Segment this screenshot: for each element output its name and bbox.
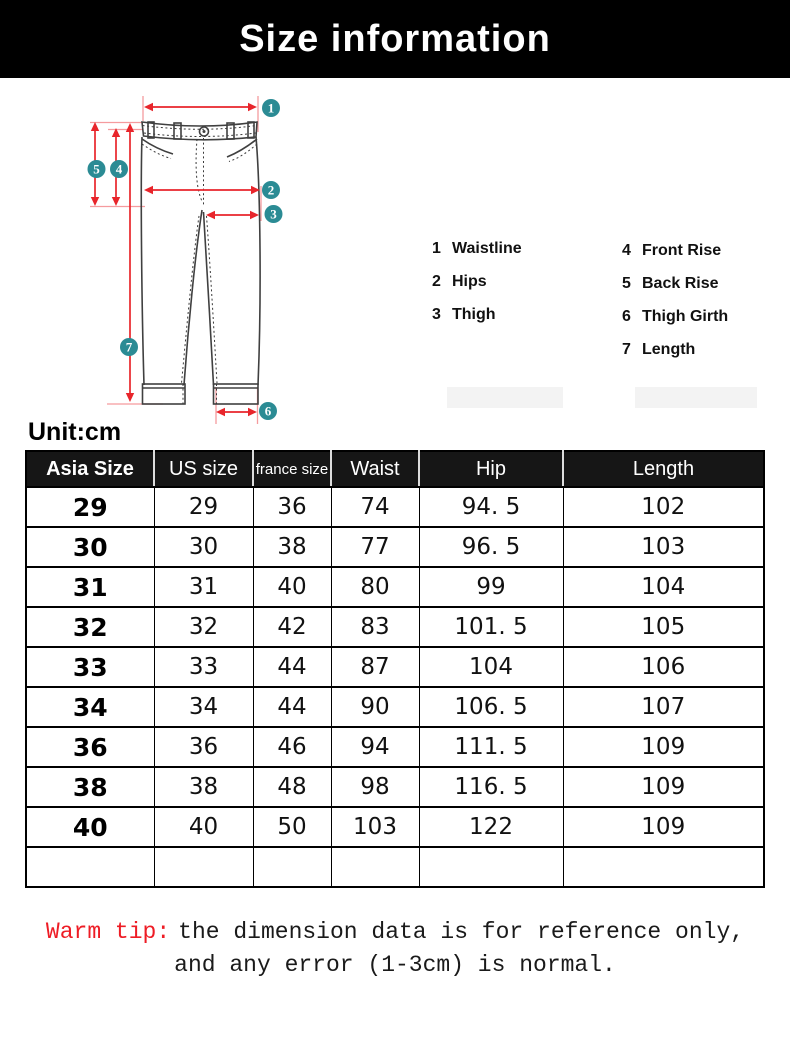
cell-hip: 94. 5 xyxy=(419,487,563,527)
legend-item xyxy=(622,275,728,294)
cell-hip: 111. 5 xyxy=(419,727,563,767)
badge-3 xyxy=(265,205,283,223)
warm-tip-line-1 xyxy=(0,916,790,949)
warm-tip xyxy=(0,916,790,982)
svg-text:5: 5 xyxy=(93,161,100,177)
cell-waist: 74 xyxy=(331,487,419,527)
legend-item-number: 5 xyxy=(622,275,631,292)
table-row xyxy=(26,687,764,727)
cell-waist: 87 xyxy=(331,647,419,687)
arrow-length xyxy=(126,123,134,402)
cell-asia-size: 32 xyxy=(26,607,154,647)
cell-hip: 101. 5 xyxy=(419,607,563,647)
col-header-hip: Hip xyxy=(419,451,563,487)
legend-item-label: Back Rise xyxy=(642,275,719,292)
legend-item-label: Waistline xyxy=(452,240,522,257)
faint-watermark-box xyxy=(447,387,563,408)
table-row xyxy=(26,487,764,527)
size-table-header-row xyxy=(26,451,764,487)
svg-text:6: 6 xyxy=(264,403,272,419)
table-row xyxy=(26,847,764,887)
cell-length: 105 xyxy=(563,607,764,647)
cell-france-size: 50 xyxy=(253,807,331,847)
col-header-length: Length xyxy=(563,451,764,487)
badge-7 xyxy=(120,338,138,356)
table-row xyxy=(26,567,764,607)
page-title: Size information xyxy=(239,17,551,60)
table-row xyxy=(26,527,764,567)
col-header-asia-size: Asia Size xyxy=(26,451,154,487)
table-row xyxy=(26,807,764,847)
legend-item-number: 7 xyxy=(622,341,631,358)
cell-waist: 80 xyxy=(331,567,419,607)
cell-france-size xyxy=(253,847,331,887)
cell-us-size xyxy=(154,847,253,887)
cell-length: 107 xyxy=(563,687,764,727)
cell-length: 109 xyxy=(563,727,764,767)
svg-text:2: 2 xyxy=(267,182,275,198)
cell-us-size: 40 xyxy=(154,807,253,847)
cell-length xyxy=(563,847,764,887)
table-row xyxy=(26,767,764,807)
table-row xyxy=(26,647,764,687)
cell-waist: 98 xyxy=(331,767,419,807)
legend-item xyxy=(432,240,522,259)
legend-item-number: 1 xyxy=(432,240,441,257)
legend-item xyxy=(622,242,728,261)
cell-france-size: 42 xyxy=(253,607,331,647)
legend-item-label: Hips xyxy=(452,273,487,290)
cell-waist: 77 xyxy=(331,527,419,567)
cell-length: 103 xyxy=(563,527,764,567)
cell-us-size: 30 xyxy=(154,527,253,567)
cell-hip: 99 xyxy=(419,567,563,607)
cell-length: 104 xyxy=(563,567,764,607)
unit-label: Unit:cm xyxy=(28,418,122,446)
cell-asia-size: 29 xyxy=(26,487,154,527)
arrow-hips xyxy=(144,186,260,194)
pants-outline-icon xyxy=(141,122,260,404)
legend-item-number: 6 xyxy=(622,308,631,325)
badge-5 xyxy=(88,160,106,178)
badge-4 xyxy=(110,160,128,178)
cell-us-size: 29 xyxy=(154,487,253,527)
cell-france-size: 44 xyxy=(253,687,331,727)
faint-watermark-box xyxy=(635,387,757,408)
cell-france-size: 40 xyxy=(253,567,331,607)
legend-column-2 xyxy=(622,242,728,374)
cell-hip: 96. 5 xyxy=(419,527,563,567)
legend-column-1 xyxy=(432,240,522,339)
cell-asia-size: 33 xyxy=(26,647,154,687)
legend-item xyxy=(622,341,728,360)
cell-us-size: 36 xyxy=(154,727,253,767)
cell-length: 102 xyxy=(563,487,764,527)
legend-item-label: Thigh Girth xyxy=(642,308,729,325)
cell-waist: 94 xyxy=(331,727,419,767)
cell-asia-size: 40 xyxy=(26,807,154,847)
cell-france-size: 44 xyxy=(253,647,331,687)
cell-asia-size: 34 xyxy=(26,687,154,727)
cell-france-size: 36 xyxy=(253,487,331,527)
cell-asia-size: 31 xyxy=(26,567,154,607)
svg-text:3: 3 xyxy=(270,206,277,222)
legend-item xyxy=(622,308,728,327)
cell-length: 109 xyxy=(563,807,764,847)
warm-tip-text-1: the dimension data is for reference only, xyxy=(178,919,745,945)
legend-item-number: 4 xyxy=(622,242,631,259)
svg-text:1: 1 xyxy=(267,100,275,116)
cell-waist: 90 xyxy=(331,687,419,727)
cell-hip: 104 xyxy=(419,647,563,687)
cell-length: 106 xyxy=(563,647,764,687)
cell-us-size: 32 xyxy=(154,607,253,647)
legend-item-label: Front Rise xyxy=(642,242,722,259)
badge-2 xyxy=(262,181,280,199)
cell-hip: 116. 5 xyxy=(419,767,563,807)
title-bar xyxy=(0,0,790,78)
cell-hip xyxy=(419,847,563,887)
arrow-waistline xyxy=(144,103,257,111)
col-header-waist: Waist xyxy=(331,451,419,487)
legend-item-number: 2 xyxy=(432,273,441,290)
cell-us-size: 33 xyxy=(154,647,253,687)
arrow-thigh-girth xyxy=(216,408,257,416)
cell-length: 109 xyxy=(563,767,764,807)
cell-hip: 106. 5 xyxy=(419,687,563,727)
cell-asia-size xyxy=(26,847,154,887)
cell-france-size: 46 xyxy=(253,727,331,767)
svg-text:4: 4 xyxy=(115,161,123,177)
arrow-thigh xyxy=(206,211,259,219)
legend-item xyxy=(432,306,522,325)
table-row xyxy=(26,607,764,647)
legend-item xyxy=(432,273,522,292)
col-header-france-size: france size xyxy=(253,451,331,487)
size-table xyxy=(25,450,765,888)
col-header-us-size: US size xyxy=(154,451,253,487)
cell-waist: 83 xyxy=(331,607,419,647)
badge-1 xyxy=(262,99,280,117)
size-table-body xyxy=(26,487,764,887)
warm-tip-line-2: and any error (1-3cm) is normal. xyxy=(174,952,616,978)
cell-us-size: 34 xyxy=(154,687,253,727)
cell-france-size: 38 xyxy=(253,527,331,567)
legend-item-number: 3 xyxy=(432,306,441,323)
legend-item-label: Length xyxy=(642,341,696,358)
cell-us-size: 38 xyxy=(154,767,253,807)
warm-tip-label: Warm tip: xyxy=(45,919,171,945)
table-row xyxy=(26,727,764,767)
cell-france-size: 48 xyxy=(253,767,331,807)
svg-text:7: 7 xyxy=(125,339,133,355)
cell-us-size: 31 xyxy=(154,567,253,607)
cell-hip: 122 xyxy=(419,807,563,847)
cell-waist: 103 xyxy=(331,807,419,847)
cell-asia-size: 36 xyxy=(26,727,154,767)
cell-asia-size: 30 xyxy=(26,527,154,567)
legend-item-label: Thigh xyxy=(452,306,496,323)
cell-asia-size: 38 xyxy=(26,767,154,807)
badge-6 xyxy=(259,402,277,420)
cell-waist xyxy=(331,847,419,887)
